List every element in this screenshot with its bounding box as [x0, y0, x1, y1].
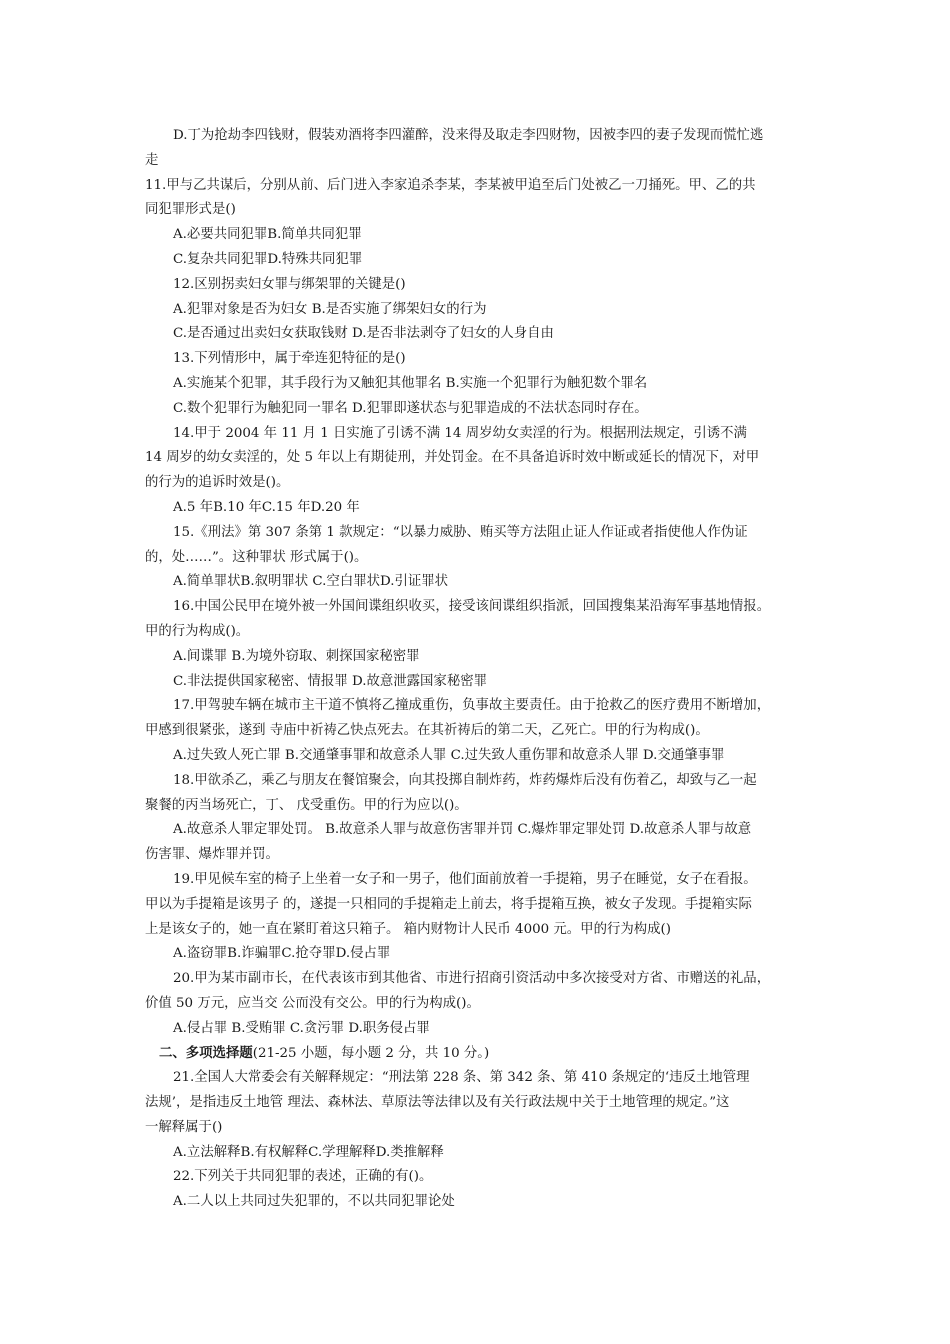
- text-line: 12.区别拐卖妇女罪与绑架罪的关键是(): [173, 276, 406, 292]
- text-line: 19.甲见候车室的椅子上坐着一女子和一男子，他们面前放着一手提箱，男子在睡觉，女子在看报。: [173, 871, 757, 887]
- text-line: A.过失致人死亡罪 B.交通肇事罪和故意杀人罪 C.过失致人重伤罪和故意杀人罪 D.交通肇事罪: [173, 747, 725, 763]
- text-line: D.丁为抢劫李四钱财，假装劝酒将李四灌醉，没来得及取走李四财物，因被李四的妻子发现而慌忙逃: [173, 128, 764, 143]
- text-line: A.故意杀人罪定罪处罚。 B.故意杀人罪与故意伤害罪并罚 C.爆炸罪定罪处罚 D.故意杀人罪与故意: [173, 822, 752, 838]
- text-line: A.简单罪状B.叙明罪状 C.空白罪状D.引证罪状: [173, 574, 449, 590]
- text-line: 14.甲于 2004 年 11 月 1 日实施了引诱不满 14 周岁幼女卖淫的行为。根据刑法规定，引诱不满: [173, 425, 747, 441]
- text-line: C.复杂共同犯罪D.特殊共同犯罪: [173, 251, 363, 267]
- text-line: 法规’，是指违反土地管 理法、森林法、草原法等法律以及有关行政法规中关于土地管理的规定。”这: [145, 1095, 730, 1111]
- text-line: 上是该女子的，她一直在紧盯着这只箱子。 箱内财物计人民币 4000 元。甲的行为构成(): [145, 921, 671, 937]
- text-line: C.数个犯罪行为触犯同一罪名 D.犯罪即遂状态与犯罪造成的不法状态同时存在。: [173, 400, 648, 416]
- document-body: [145, 124, 807, 1215]
- text-line: 17.甲驾驶车辆在城市主干道不慎将乙撞成重伤，负事故主要责任。由于抢救乙的医疗费用不断增加，: [173, 698, 771, 714]
- text-line: A.二人以上共同过失犯罪的，不以共同犯罪论处: [173, 1194, 455, 1210]
- text-line: 14 周岁的幼女卖淫的，处 5 年以上有期徒刑，并处罚金。在不具备追诉时效中断或延长的情况下，对甲: [145, 450, 760, 466]
- text-line: A.盗窃罪B.诈骗罪C.抢夺罪D.侵占罪: [173, 946, 391, 962]
- text-line: 甲的行为构成()。: [145, 623, 250, 639]
- text-line: 甲感到很紧张，遂到 寺庙中祈祷乙快点死去。在其祈祷后的第二天，乙死亡。甲的行为构成()。: [145, 723, 709, 739]
- text-line: 15.《刑法》第 307 条第 1 款规定：“以暴力威胁、贿买等方法阻止证人作证或者指使他人作伪证: [173, 524, 748, 540]
- text-line: A.犯罪对象是否为妇女 B.是否实施了绑架妇女的行为: [173, 301, 487, 317]
- section-heading-title: 二、多项选择题: [159, 1045, 253, 1062]
- text-line: 13.下列情形中，属于牵连犯特征的是(): [173, 351, 406, 367]
- section-heading: [145, 1041, 807, 1066]
- text-line: 21.全国人大常委会有关解释规定：“刑法第 228 条、第 342 条、第 410 条规定的‘违反土地管理: [173, 1070, 750, 1086]
- text-line: 同犯罪形式是(): [145, 202, 236, 218]
- text-line: 的，处……”。这种罪状 形式属于()。: [145, 549, 368, 565]
- text-line: C.非法提供国家秘密、情报罪 D.故意泄露国家秘密罪: [173, 673, 487, 689]
- section-heading-note: (21-25 小题，每小题 2 分，共 10 分。): [252, 1046, 490, 1062]
- text-line: A.侵占罪 B.受贿罪 C.贪污罪 D.职务侵占罪: [173, 1020, 430, 1036]
- text-line: A.必要共同犯罪B.简单共同犯罪: [173, 227, 362, 243]
- text-line: 22.下列关于共同犯罪的表述，正确的有()。: [173, 1169, 433, 1185]
- text-line: 一解释属于(): [145, 1119, 223, 1135]
- text-line: 18.甲欲杀乙，乘乙与朋友在餐馆聚会，向其投掷自制炸药，炸药爆炸后没有伤着乙，却致与乙一起: [173, 772, 757, 788]
- text-line: 20.甲为某市副市长，在代表该市到其他省、市进行招商引资活动中多次接受对方省、市赠送的礼品，: [173, 971, 771, 987]
- text-line: 11.甲与乙共谋后，分别从前、后门进入李家追杀李某，李某被甲追至后门处被乙一刀捅死。甲、乙的共: [145, 177, 756, 193]
- text-line: C.是否通过出卖妇女获取钱财 D.是否非法剥夺了妇女的人身自由: [173, 326, 554, 342]
- text-line: A.实施某个犯罪，其手段行为又触犯其他罪名 B.实施一个犯罪行为触犯数个罪名: [173, 375, 648, 391]
- text-line: A.立法解释B.有权解释C.学理解释D.类推解释: [173, 1144, 444, 1160]
- text-line: 价值 50 万元，应当交 公而没有交公。甲的行为构成()。: [145, 995, 480, 1011]
- text-line: A.5 年B.10 年C.15 年D.20 年: [173, 499, 360, 515]
- text-line: 聚餐的丙当场死亡，丁、 戊受重伤。甲的行为应以()。: [145, 797, 468, 813]
- text-line: 甲以为手提箱是该男子 的，遂提一只相同的手提箱走上前去，将手提箱互换，被女子发现。手提箱实际: [145, 896, 752, 912]
- text-line: 16.中国公民甲在境外被一外国间谍组织收买，接受该间谍组织指派，回国搜集某沿海军事基地情报。: [173, 599, 771, 615]
- text-line: A.间谍罪 B.为境外窃取、刺探国家秘密罪: [173, 648, 420, 664]
- text-line: 伤害罪、爆炸罪并罚。: [145, 847, 279, 863]
- text-line: 走: [145, 152, 159, 168]
- text-line: 的行为的追诉时效是()。: [145, 475, 290, 491]
